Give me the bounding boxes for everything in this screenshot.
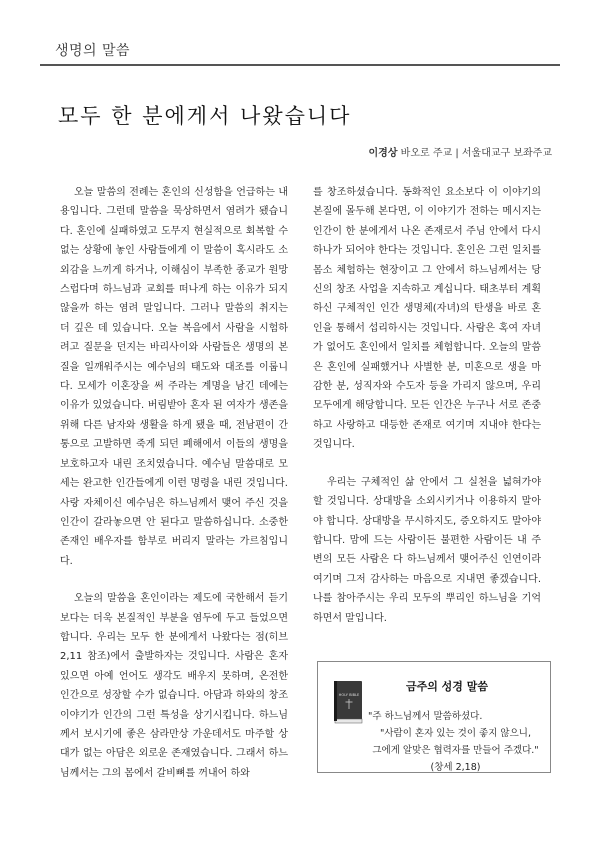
holy-bible-book-icon: [331, 679, 365, 725]
paragraph-gap: [60, 571, 288, 589]
body-paragraph: 우리는 구체적인 삶 안에서 그 실천을 넓혀가야 할 것입니다. 상대방을 소외시키거나 이용하지 말아야 합니다. 상대방을 무시하지도, 증오하지도 말아야 합니다. 맘에 드는 사람이든 불편한 사람이든 내 주변의 모든 사람은 다 하느님께서 맺어주신 인연이라 여기며 그저 감사하는 마음으로 지내면 좋겠습니다. 나를 참아주시는 우리 모두의 뿌리인 하느님을 기억하면서 말입니다.: [313, 476, 541, 624]
body-paragraph: 오늘 말씀의 전례는 혼인의 신성함을 언급하는 내용입니다. 그런데 말씀을 묵상하면서 염려가 됐습니다. 혼인에 실패하였고 도무지 현실적으로 회복할 수 없는 상황에 놓인 사람들에게 이 말씀이 혹시라도 소외감을 느끼게 하거나, 이해심이 부족한 종교가 원망스럽다며 하느님과 교회를 떠나게 하는 이유가 되지 않을까 하는 염려 말입니다. 그러나 말씀의 취지는 더 깊은 데 있습니다. 오늘 복음에서 사람을 시험하려고 질문을 던지는 바리사이와 사람들은 생명의 본질을 일깨워주시는 예수님의 태도와 대조를 이룹니다. 모세가 이혼장을 써 주라는 계명을 남긴 데에는 이유가 있었습니다. 버림받아 혼자 된 여자가 생존을 위해 다른 남자와 생활을 하게 됐을 때, 전남편이 간통으로 고발하면 죽게 되던 폐해에서 이들의 생명을 보호하고자 내린 조치였습니다. 예수님 말씀대로 모세는 완고한 인간들에게 이런 명령을 내린 것입니다. 사랑 자체이신 예수님은 하느님께서 맺어 주신 것을 인간이 갈라놓으면 안 된다고 말씀하십니다. 소중한 존재인 배우자를 함부로 버리지 말라는 가르침입니다.: [60, 187, 288, 567]
bible-verse-box: [317, 661, 551, 773]
top-divider: [40, 64, 560, 66]
byline: [369, 144, 553, 159]
verse-heading: 금주의 성경 말씀: [405, 680, 489, 693]
author-role: 바오로 주교 | 서울대교구 보좌주교: [400, 148, 552, 159]
verse-line: "주 하느님께서 말씀하셨다.: [368, 711, 483, 722]
right-column: [313, 183, 541, 628]
verse-line: 그에게 알맞은 협력자를 만들어 주겠다.": [372, 745, 539, 756]
verse-line: "사람이 혼자 있는 것이 좋지 않으니,: [380, 728, 531, 739]
author-name: 이경상: [368, 148, 398, 159]
article-title: 모두 한 분에게서 나왔습니다: [58, 104, 352, 128]
body-paragraph: 를 창조하셨습니다. 동화적인 요소보다 이 이야기의 본질에 몰두해 본다면, 이 이야기가 전하는 메시지는 인간이 한 분에게서 나온 존재로서 주님 안에서 다시 하나가 되어야 한다는 것입니다. 혼인은 그런 일치를 몸소 체험하는 현장이고 그 안에서 하느님께서는 당신의 창조 사업을 지속하고 계십니다. 태초부터 계획하신 구체적인 인간 생명체(자녀)의 탄생을 바로 혼인을 통해서 섭리하시는 것입니다. 사람은 혹여 자녀가 없어도 혼인에서 일치를 체험합니다. 오늘의 말씀은 혼인에 실패했거나 사별한 분, 미혼으로 생을 마감한 분, 성직자와 수도자 등을 가리지 않으며, 우리 모두에게 해당합니다. 모든 인간은 누구나 서로 존중하고 사랑하고 대등한 존재로 여기며 지내야 한다는 것입니다.: [313, 187, 541, 451]
verse-reference: (창세 2,18): [430, 762, 481, 773]
paragraph-gap: [313, 455, 541, 473]
body-paragraph: 오늘의 말씀을 혼인이라는 제도에 국한해서 듣기보다는 더욱 본질적인 부분을 염두에 두고 들었으면 합니다. 우리는 모두 한 분에게서 나왔다는 점(히브 2,11 참조)에서 출발하자는 것입니다. 사람은 혼자 있으면 아예 언어도 생각도 배우지 못하며, 온전한 인간으로 성장할 수가 없습니다. 아담과 하와의 창조 이야기가 인간의 그런 특성을 상기시킵니다. 하느님께서 보시기에 좋은 삼라만상 가운데서도 마주할 상대가 없는 아담은 외로운 존재였습니다. 그래서 하느님께서는 그의 몸에서 갈비뼈를 꺼내어 하와: [60, 593, 288, 779]
book-cover-text: HOLY BIBLE: [338, 693, 360, 697]
verse-text: [368, 708, 543, 776]
section-label: 생명의 말씀: [55, 43, 131, 59]
left-column: [60, 183, 288, 783]
